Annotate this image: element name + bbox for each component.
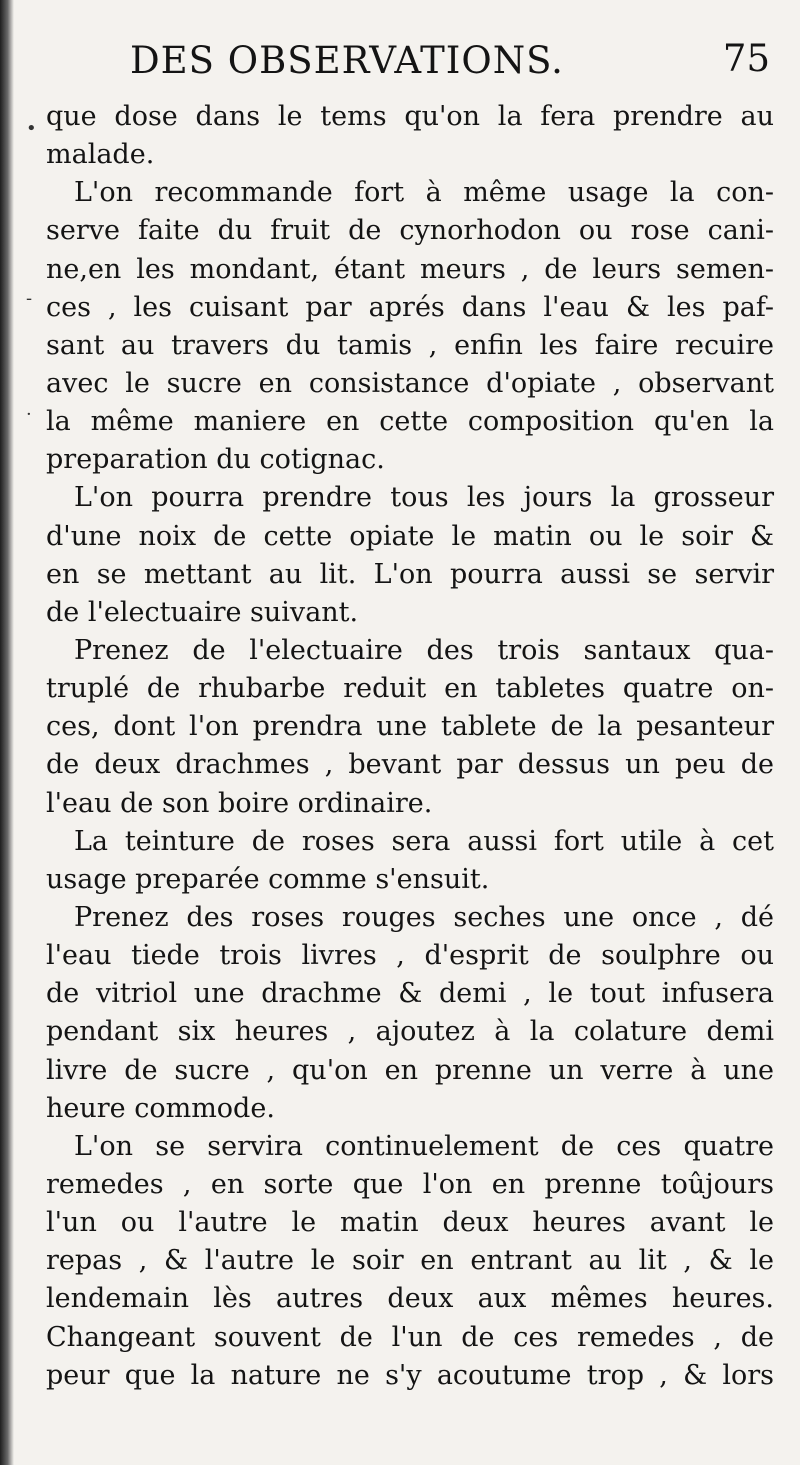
text-line: ces, dont l'on prendra une tablete de la pesanteur (46, 711, 774, 743)
text-line: heure commode. (46, 1092, 275, 1124)
text-line: de deux drachmes , bevant par dessus un peu de (46, 749, 774, 781)
text-line: l'eau de son boire ordinaire. (46, 787, 433, 819)
text-line: Prenez de l'electuaire des trois santaux qua- (74, 634, 774, 666)
text-line: la même maniere en cette composition qu'en la (46, 406, 774, 438)
margin-dash: - (26, 288, 33, 309)
text-line: l'eau tiede trois livres , d'esprit de soulphre ou (46, 940, 774, 972)
text-block (46, 0, 774, 1395)
text-line: pendant six heures , ajoutez à la colature demi (46, 1016, 774, 1048)
text-line: Changeant souvent de l'un de ces remedes , de (46, 1321, 774, 1353)
margin-dot: • (26, 118, 37, 139)
text-line: ces , les cuisant par aprés dans l'eau & les paf- (46, 291, 774, 323)
text-line: peur que la nature ne s'y acoutume trop , & lors (46, 1359, 774, 1391)
text-line: que dose dans le tems qu'on la fera prendre au (46, 101, 774, 132)
text-line: L'on pourra prendre tous les jours la grosseur (74, 482, 774, 514)
text-line: Prenez des roses rouges seches une once , dé (74, 901, 774, 933)
text-line: de vitriol une drachme & demi , le tout infusera (46, 978, 774, 1010)
text-line: L'on recommande fort à même usage la con- (74, 177, 774, 209)
text-line: serve faite du fruit de cynorhodon ou rose cani- (46, 215, 774, 247)
text-line: de l'electuaire suivant. (46, 596, 359, 628)
text-line: livre de sucre , qu'on en prenne un verre à une (46, 1054, 774, 1086)
text-line: L'on se servira continuelement de ces quatre (74, 1130, 774, 1162)
text-line: La teinture de roses sera aussi fort utile à cet (74, 825, 774, 857)
text-line: remedes , en sorte que l'on en prenne toûjours (46, 1168, 774, 1200)
page-number: 75 (722, 37, 770, 80)
text-line: l'un ou l'autre le matin deux heures avant le (46, 1207, 774, 1239)
text-line: en se mettant au lit. L'on pourra aussi se servir (46, 558, 774, 590)
text-line: malade. (46, 139, 155, 171)
text-line: usage preparée comme s'ensuit. (46, 863, 490, 895)
text-line: preparation du cotignac. (46, 444, 385, 476)
text-line: repas , & l'autre le soir en entrant au lit , & le (46, 1245, 774, 1277)
text-line: sant au travers du tamis , enfin les faire recuire (46, 329, 774, 361)
page-gutter-shadow (0, 0, 14, 1465)
margin-dot: · (26, 404, 32, 425)
page-header (46, 0, 774, 98)
text-line: lendemain lès autres deux aux mêmes heures. (46, 1283, 774, 1315)
text-line: truplé de rhubarbe reduit en tabletes quatre on- (46, 673, 774, 705)
body-text (46, 98, 774, 1395)
text-line: d'une noix de cette opiate le matin ou le soir & (46, 520, 774, 552)
text-line: avec le sucre en consistance d'opiate , observant (46, 367, 774, 399)
running-head: DES OBSERVATIONS. (130, 39, 564, 82)
text-line: ne,en les mondant, étant meurs , de leurs semen- (46, 253, 774, 285)
